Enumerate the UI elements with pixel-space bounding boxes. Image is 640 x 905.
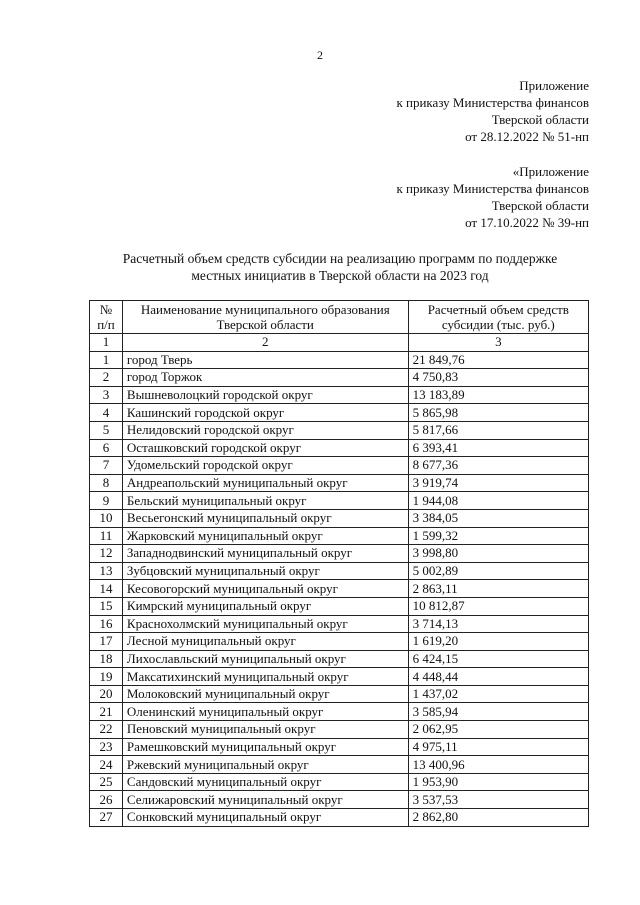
subsidy-amount: 21 849,76	[408, 351, 588, 369]
appendix-date-number: от 17.10.2022 № 39-нп	[465, 215, 589, 230]
municipality-name: Сонковский муниципальный округ	[122, 809, 408, 827]
row-number: 27	[90, 809, 123, 827]
appendix-date-number: от 28.12.2022 № 51-нп	[465, 129, 589, 144]
table-row	[90, 545, 589, 563]
subsidy-amount: 3 714,13	[408, 615, 588, 633]
table-row	[90, 597, 589, 615]
subsidy-amount: 1 944,08	[408, 492, 588, 510]
appendix-order-ref: к приказу Министерства финансов	[396, 95, 589, 110]
subsidy-amount: 5 002,89	[408, 562, 588, 580]
appendix-current-order	[396, 77, 589, 145]
subsidy-amount: 4 448,44	[408, 668, 588, 686]
municipality-name: Лихославльский муниципальный округ	[122, 650, 408, 668]
row-number: 26	[90, 791, 123, 809]
row-number: 1	[90, 351, 123, 369]
row-number: 17	[90, 633, 123, 651]
row-number: 23	[90, 738, 123, 756]
table-row	[90, 457, 589, 475]
table-row	[90, 685, 589, 703]
subsidy-amount: 4 750,83	[408, 369, 588, 387]
municipality-name: Удомельский городской округ	[122, 457, 408, 475]
subsidy-amount: 13 400,96	[408, 756, 588, 774]
column-index: 3	[408, 334, 588, 352]
subsidy-amount: 6 424,15	[408, 650, 588, 668]
municipality-name: Осташковский городской округ	[122, 439, 408, 457]
row-number: 2	[90, 369, 123, 387]
appendix-label: «Приложение	[512, 164, 589, 179]
row-number: 4	[90, 404, 123, 422]
document-title-line: Расчетный объем средств субсидии на реализацию программ по поддержке	[122, 251, 558, 266]
row-number: 10	[90, 509, 123, 527]
subsidy-amount: 2 062,95	[408, 721, 588, 739]
header-municipality: Наименование муниципального образования Тверской области	[122, 301, 408, 334]
row-number: 24	[90, 756, 123, 774]
municipality-name: город Тверь	[122, 351, 408, 369]
subsidy-amount: 10 812,87	[408, 597, 588, 615]
subsidy-amount: 3 537,53	[408, 791, 588, 809]
row-number: 20	[90, 685, 123, 703]
row-number: 14	[90, 580, 123, 598]
municipality-name: Жарковский муниципальный округ	[122, 527, 408, 545]
table-row	[90, 421, 589, 439]
municipality-name: Кесовогорский муниципальный округ	[122, 580, 408, 598]
table-row	[90, 615, 589, 633]
row-number: 8	[90, 474, 123, 492]
subsidy-amount: 1 599,32	[408, 527, 588, 545]
header-subsidy-amount: Расчетный объем средств субсидии (тыс. руб.)	[408, 301, 588, 334]
row-number: 6	[90, 439, 123, 457]
row-number: 11	[90, 527, 123, 545]
table-row	[90, 474, 589, 492]
column-index: 1	[90, 334, 123, 352]
municipality-name: Оленинский муниципальный округ	[122, 703, 408, 721]
subsidy-amount: 8 677,36	[408, 457, 588, 475]
row-number: 3	[90, 386, 123, 404]
municipality-name: Селижаровский муниципальный округ	[122, 791, 408, 809]
appendix-previous-order	[396, 163, 589, 231]
table-row	[90, 650, 589, 668]
row-number: 9	[90, 492, 123, 510]
municipality-name: Кимрский муниципальный округ	[122, 597, 408, 615]
subsidy-amount: 2 862,80	[408, 809, 588, 827]
column-index: 2	[122, 334, 408, 352]
municipality-name: Лесной муниципальный округ	[122, 633, 408, 651]
table-row	[90, 738, 589, 756]
row-number: 5	[90, 421, 123, 439]
subsidy-amount: 5 865,98	[408, 404, 588, 422]
table-row	[90, 386, 589, 404]
subsidy-amount: 3 384,05	[408, 509, 588, 527]
municipality-name: Вышневолоцкий городской округ	[122, 386, 408, 404]
municipality-name: Краснохолмский муниципальный округ	[122, 615, 408, 633]
subsidy-amount: 1 953,90	[408, 773, 588, 791]
table-row	[90, 668, 589, 686]
municipality-name: Западнодвинский муниципальный округ	[122, 545, 408, 563]
row-number: 15	[90, 597, 123, 615]
row-number: 22	[90, 721, 123, 739]
table-row	[90, 580, 589, 598]
appendix-order-ref: к приказу Министерства финансов	[396, 181, 589, 196]
subsidy-amount: 2 863,11	[408, 580, 588, 598]
row-number: 18	[90, 650, 123, 668]
subsidy-amount: 5 817,66	[408, 421, 588, 439]
table-row	[90, 756, 589, 774]
appendix-region: Тверской области	[491, 198, 589, 213]
municipality-name: Весьегонский муниципальный округ	[122, 509, 408, 527]
municipality-name: Кашинский городской округ	[122, 404, 408, 422]
table-row	[90, 404, 589, 422]
table-row	[90, 791, 589, 809]
municipality-name: Молоковский муниципальный округ	[122, 685, 408, 703]
municipality-name: Нелидовский городской округ	[122, 421, 408, 439]
subsidy-amount: 6 393,41	[408, 439, 588, 457]
municipality-name: Ржевский муниципальный округ	[122, 756, 408, 774]
subsidy-amount: 13 183,89	[408, 386, 588, 404]
row-number: 19	[90, 668, 123, 686]
row-number: 7	[90, 457, 123, 475]
municipality-name: Бельский муниципальный округ	[122, 492, 408, 510]
row-number: 25	[90, 773, 123, 791]
municipality-name: Андреапольский муниципальный округ	[122, 474, 408, 492]
table-row	[90, 703, 589, 721]
subsidy-amount: 3 585,94	[408, 703, 588, 721]
table-row	[90, 439, 589, 457]
table-row	[90, 562, 589, 580]
municipality-name: Пеновский муниципальный округ	[122, 721, 408, 739]
header-num: № п/п	[90, 301, 123, 334]
subsidy-amount: 4 975,11	[408, 738, 588, 756]
table-row	[90, 492, 589, 510]
row-number: 13	[90, 562, 123, 580]
table-row	[90, 351, 589, 369]
row-number: 21	[90, 703, 123, 721]
table-row	[90, 369, 589, 387]
table-row	[90, 527, 589, 545]
subsidy-amount: 3 998,80	[408, 545, 588, 563]
page-number: 2	[317, 48, 323, 62]
table-row	[90, 721, 589, 739]
document-title	[90, 250, 590, 284]
municipality-name: город Торжок	[122, 369, 408, 387]
table-row	[90, 509, 589, 527]
appendix-region: Тверской области	[491, 112, 589, 127]
municipality-name: Максатихинский муниципальный округ	[122, 668, 408, 686]
table-row	[90, 809, 589, 827]
municipality-name: Сандовский муниципальный округ	[122, 773, 408, 791]
subsidy-amount: 1 619,20	[408, 633, 588, 651]
subsidy-table	[89, 300, 589, 827]
table-header-row	[90, 301, 589, 334]
document-title-line: местных инициатив в Тверской области на 2023 год	[191, 268, 489, 283]
appendix-label: Приложение	[519, 78, 589, 93]
table-row	[90, 633, 589, 651]
subsidy-amount: 3 919,74	[408, 474, 588, 492]
row-number: 12	[90, 545, 123, 563]
municipality-name: Зубцовский муниципальный округ	[122, 562, 408, 580]
table-column-index-row	[90, 334, 589, 352]
row-number: 16	[90, 615, 123, 633]
table-row	[90, 773, 589, 791]
municipality-name: Рамешковский муниципальный округ	[122, 738, 408, 756]
subsidy-amount: 1 437,02	[408, 685, 588, 703]
